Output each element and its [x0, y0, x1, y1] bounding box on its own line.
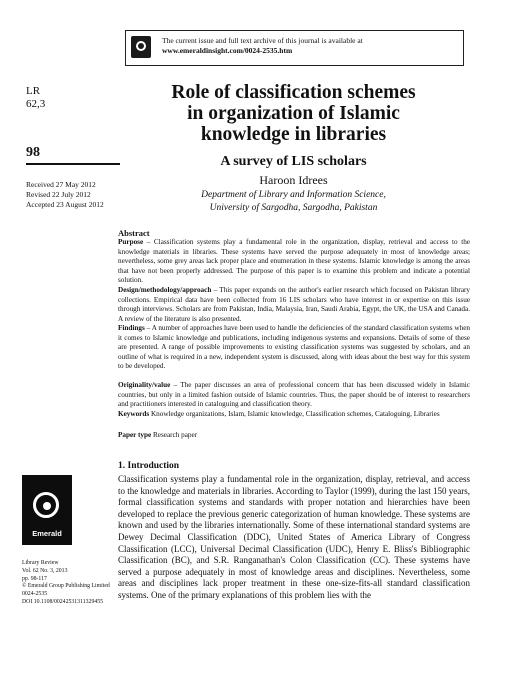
paper-type-label: Paper type — [118, 431, 152, 439]
originality-text: – The paper discusses an area of professional concern that has been discussed widely in Islamic countries, but only in a limited fashion outside of Islamic countries. Thus, the paper should be of interest to researchers and practitioners interested in cataloguing and classification theory. — [118, 381, 470, 408]
pub-info-line: Library Review — [22, 560, 59, 566]
header-url[interactable]: www.emeraldinsight.com/0024-2535.htm — [162, 46, 293, 55]
abstract-design — [118, 286, 470, 324]
design-label: Design/methodology/approach — [118, 286, 212, 294]
abstract-purpose — [118, 238, 470, 286]
abstract-heading: Abstract — [118, 228, 150, 238]
paper-type-text: Research paper — [151, 431, 198, 439]
publication-info — [22, 560, 110, 607]
keywords-text: Knowledge organizations, Islam, Islamic knowledge, Classification schemes, Cataloguing, Libraries — [149, 410, 440, 418]
abstract-paper-type — [118, 431, 470, 441]
introduction-heading: 1. Introduction — [118, 461, 180, 471]
affiliation-line: Department of Library and Information Science, — [201, 190, 386, 200]
revised-date: Revised 22 July 2012 — [26, 190, 91, 199]
pub-info-line: Vol. 62 No. 3, 2013 — [22, 567, 68, 574]
abstract-findings — [118, 324, 470, 372]
volume-issue: 62,3 — [26, 98, 46, 110]
article-title — [125, 82, 462, 145]
author-affiliation — [125, 189, 462, 215]
received-date: Received 27 May 2012 — [26, 180, 96, 189]
left-divider — [26, 163, 120, 165]
title-line: Role of classification schemes — [171, 82, 416, 103]
title-line: knowledge in libraries — [200, 124, 387, 145]
emerald-publisher-logo — [22, 475, 72, 545]
emerald-logo-text: Emerald — [32, 529, 62, 538]
abstract-keywords — [118, 410, 470, 420]
title-line: in organization of Islamic — [187, 103, 400, 124]
keywords-label: Keywords — [118, 410, 150, 418]
pub-info-line: pp. 98-117 — [22, 575, 47, 582]
journal-abbrev — [26, 85, 45, 111]
findings-text: – A number of approaches have been used to handle the deficiencies of the standard classification systems when it comes to Islamic knowledge and publications, including indigenous systems and expansions. Details of some of these are presented. A range of possible improvements to existing classification systems was suggested by scholars, and an outline of what is required in a new, independent system is discussed, along with ideas about the best way for this system to be developed. — [118, 324, 470, 370]
author-name: Haroon Idrees — [259, 173, 328, 187]
journal-abbrev-text: LR — [26, 85, 41, 97]
findings-label: Findings — [118, 324, 145, 332]
affiliation-line: University of Sargodha, Sargodha, Pakistan — [209, 203, 378, 213]
article-dates — [26, 180, 104, 210]
design-text: – This paper expands on the author's earlier research which focused on Pakistan library collections. Empirical data have been collected from 16 LIS scholars who have interest in or expertise on this issue through interviews. Scholars are from Pakistan, India, Malaysia, Iran, Saudi Arabia, Egypt, the UK, the USA and Canada. A review of the literature is also presented. — [118, 286, 470, 323]
purpose-label: Purpose — [118, 238, 144, 246]
article-subtitle: A survey of LIS scholars — [220, 154, 367, 169]
abstract-originality — [118, 381, 470, 410]
originality-label: Originality/value — [118, 381, 171, 389]
emerald-logo-icon — [131, 36, 151, 58]
purpose-text: – Classification systems play a fundamental role in the organization, display, retrieval and access to the knowledge materials in libraries. These systems have served the purpose adequately in most of knowledge areas; nevertheless, some grey areas lack proper place and enumeration in these systems. Islamic knowledge is among the areas that have not been properly addressed. The purpose of this paper is to examine this problem and indicate a potential solution. — [118, 238, 470, 284]
header-availability-text: The current issue and full text archive of this journal is available at — [162, 36, 363, 45]
emerald-ring-icon — [33, 492, 59, 518]
page-number: 98 — [26, 145, 40, 160]
pub-info-line: 0024-2535 — [22, 591, 48, 598]
introduction-text: Classification systems play a fundamental role in the organization, display, retrieval, and access to the knowledge and materials in libraries. According to Taylor (1999), during the last 150 years, formal classification systems and standards with proper notation and hierarchies have been developed to replace the previous generic categorization of human knowledge. These systems are known and used by the libraries internationally. Some of these international standard systems are Dewey Decimal Classification (DDC), United States of America Library of Congress Classification (LCC), Universal Decimal Classification (UDC), Henry E. Bliss's Bibliographic Classification (BC), and S.R. Ranganathan's Colon Classification (CC). These systems have served a purpose adequately in most of knowledge areas and disciplines. Nevertheless, some areas and disciplines lack proper treatment in these one-size-fits-all standard classification systems. One of the primary explanations of this problem lies with the — [118, 474, 470, 600]
pub-info-line: © Emerald Group Publishing Limited — [22, 583, 110, 590]
accepted-date: Accepted 23 August 2012 — [26, 200, 104, 209]
pub-info-line: DOI 10.1108/00242531311329455 — [22, 598, 104, 605]
